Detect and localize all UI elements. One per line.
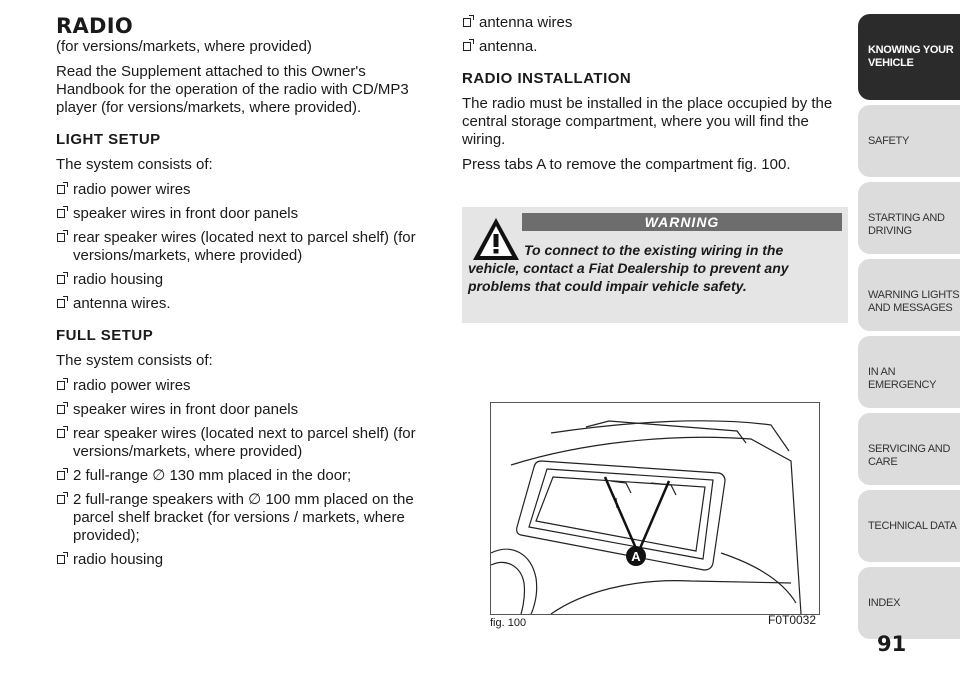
tab-starting-and-driving[interactable]: STARTING AND DRIVING xyxy=(858,182,960,254)
figure-code: F0T0032 xyxy=(768,613,817,627)
checkbox-bullet-icon xyxy=(57,381,65,390)
checkbox-bullet-icon xyxy=(57,299,65,308)
full-setup-heading: FULL SETUP xyxy=(56,327,154,344)
tab-warning-lights[interactable]: WARNING LIGHTS AND MESSAGES xyxy=(858,259,960,331)
figure-caption: fig. 100 xyxy=(490,617,527,629)
page-number: 91 xyxy=(877,632,907,656)
tab-safety[interactable]: SAFETY xyxy=(858,105,960,177)
list-item: speaker wires in front door panels xyxy=(56,401,426,419)
list-item: antenna. xyxy=(462,38,848,56)
right-column xyxy=(462,14,848,181)
section-title: RADIO xyxy=(56,14,134,38)
list-item: radio housing xyxy=(56,271,426,289)
press-tabs-paragraph: Press tabs A to remove the compartment fig. 100. xyxy=(462,156,791,173)
continued-list xyxy=(462,14,848,56)
list-item: 2 full-range ∅ 130 mm placed in the door; xyxy=(56,467,426,485)
section-note: (for versions/markets, where provided) xyxy=(56,38,312,55)
checkbox-bullet-icon xyxy=(463,42,471,51)
checkbox-bullet-icon xyxy=(57,495,65,504)
checkbox-bullet-icon xyxy=(57,233,65,242)
checkbox-bullet-icon xyxy=(57,555,65,564)
light-setup-list xyxy=(56,181,426,313)
checkbox-bullet-icon xyxy=(57,405,65,414)
dashboard-compartment-illustration xyxy=(491,403,819,614)
light-setup-intro: The system consists of: xyxy=(56,156,213,173)
tab-in-an-emergency[interactable]: IN AN EMERGENCY xyxy=(858,336,960,408)
list-item: radio power wires xyxy=(56,377,426,395)
list-item: rear speaker wires (located next to parcel shelf) (for versions/markets, where provided) xyxy=(56,229,426,265)
checkbox-bullet-icon xyxy=(57,275,65,284)
tab-index[interactable]: INDEX xyxy=(858,567,960,639)
list-item: rear speaker wires (located next to parcel shelf) (for versions/markets, where provided) xyxy=(56,425,426,461)
installation-paragraph: The radio must be installed in the place occupied by the central storage compartment, where you will find the wiring. xyxy=(462,95,833,148)
checkbox-bullet-icon xyxy=(57,185,65,194)
list-item: 2 full-range speakers with ∅ 100 mm placed on the parcel shelf bracket (for versions / markets, where provided); xyxy=(56,491,426,545)
list-item: radio power wires xyxy=(56,181,426,199)
warning-box xyxy=(462,207,848,323)
radio-installation-heading: RADIO INSTALLATION xyxy=(462,70,632,87)
callout-label: A xyxy=(631,549,641,564)
tab-knowing-your-vehicle[interactable]: KNOWING YOUR VEHICLE xyxy=(858,14,960,100)
chapter-tabs xyxy=(858,14,960,644)
figure-illustration xyxy=(490,402,820,615)
list-item: radio housing xyxy=(56,551,426,569)
checkbox-bullet-icon xyxy=(57,429,65,438)
warning-text: To connect to the existing wiring in the vehicle, contact a Fiat Dealership to prevent any problems that could impair vehicle safety. xyxy=(468,242,789,294)
full-setup-list xyxy=(56,377,426,569)
checkbox-bullet-icon xyxy=(57,209,65,218)
checkbox-bullet-icon xyxy=(463,18,471,27)
checkbox-bullet-icon xyxy=(57,471,65,480)
tab-technical-data[interactable]: TECHNICAL DATA xyxy=(858,490,960,562)
list-item: speaker wires in front door panels xyxy=(56,205,426,223)
warning-label: WARNING xyxy=(522,213,842,231)
left-column xyxy=(56,14,426,575)
intro-paragraph: Read the Supplement attached to this Owner's Handbook for the operation of the radio with CD/MP3 player (for versions/markets, where provided). xyxy=(56,63,409,116)
full-setup-intro: The system consists of: xyxy=(56,352,213,369)
light-setup-heading: LIGHT SETUP xyxy=(56,131,161,148)
list-item: antenna wires. xyxy=(56,295,426,313)
tab-servicing-and-care[interactable]: SERVICING AND CARE xyxy=(858,413,960,485)
list-item: antenna wires xyxy=(462,14,848,32)
